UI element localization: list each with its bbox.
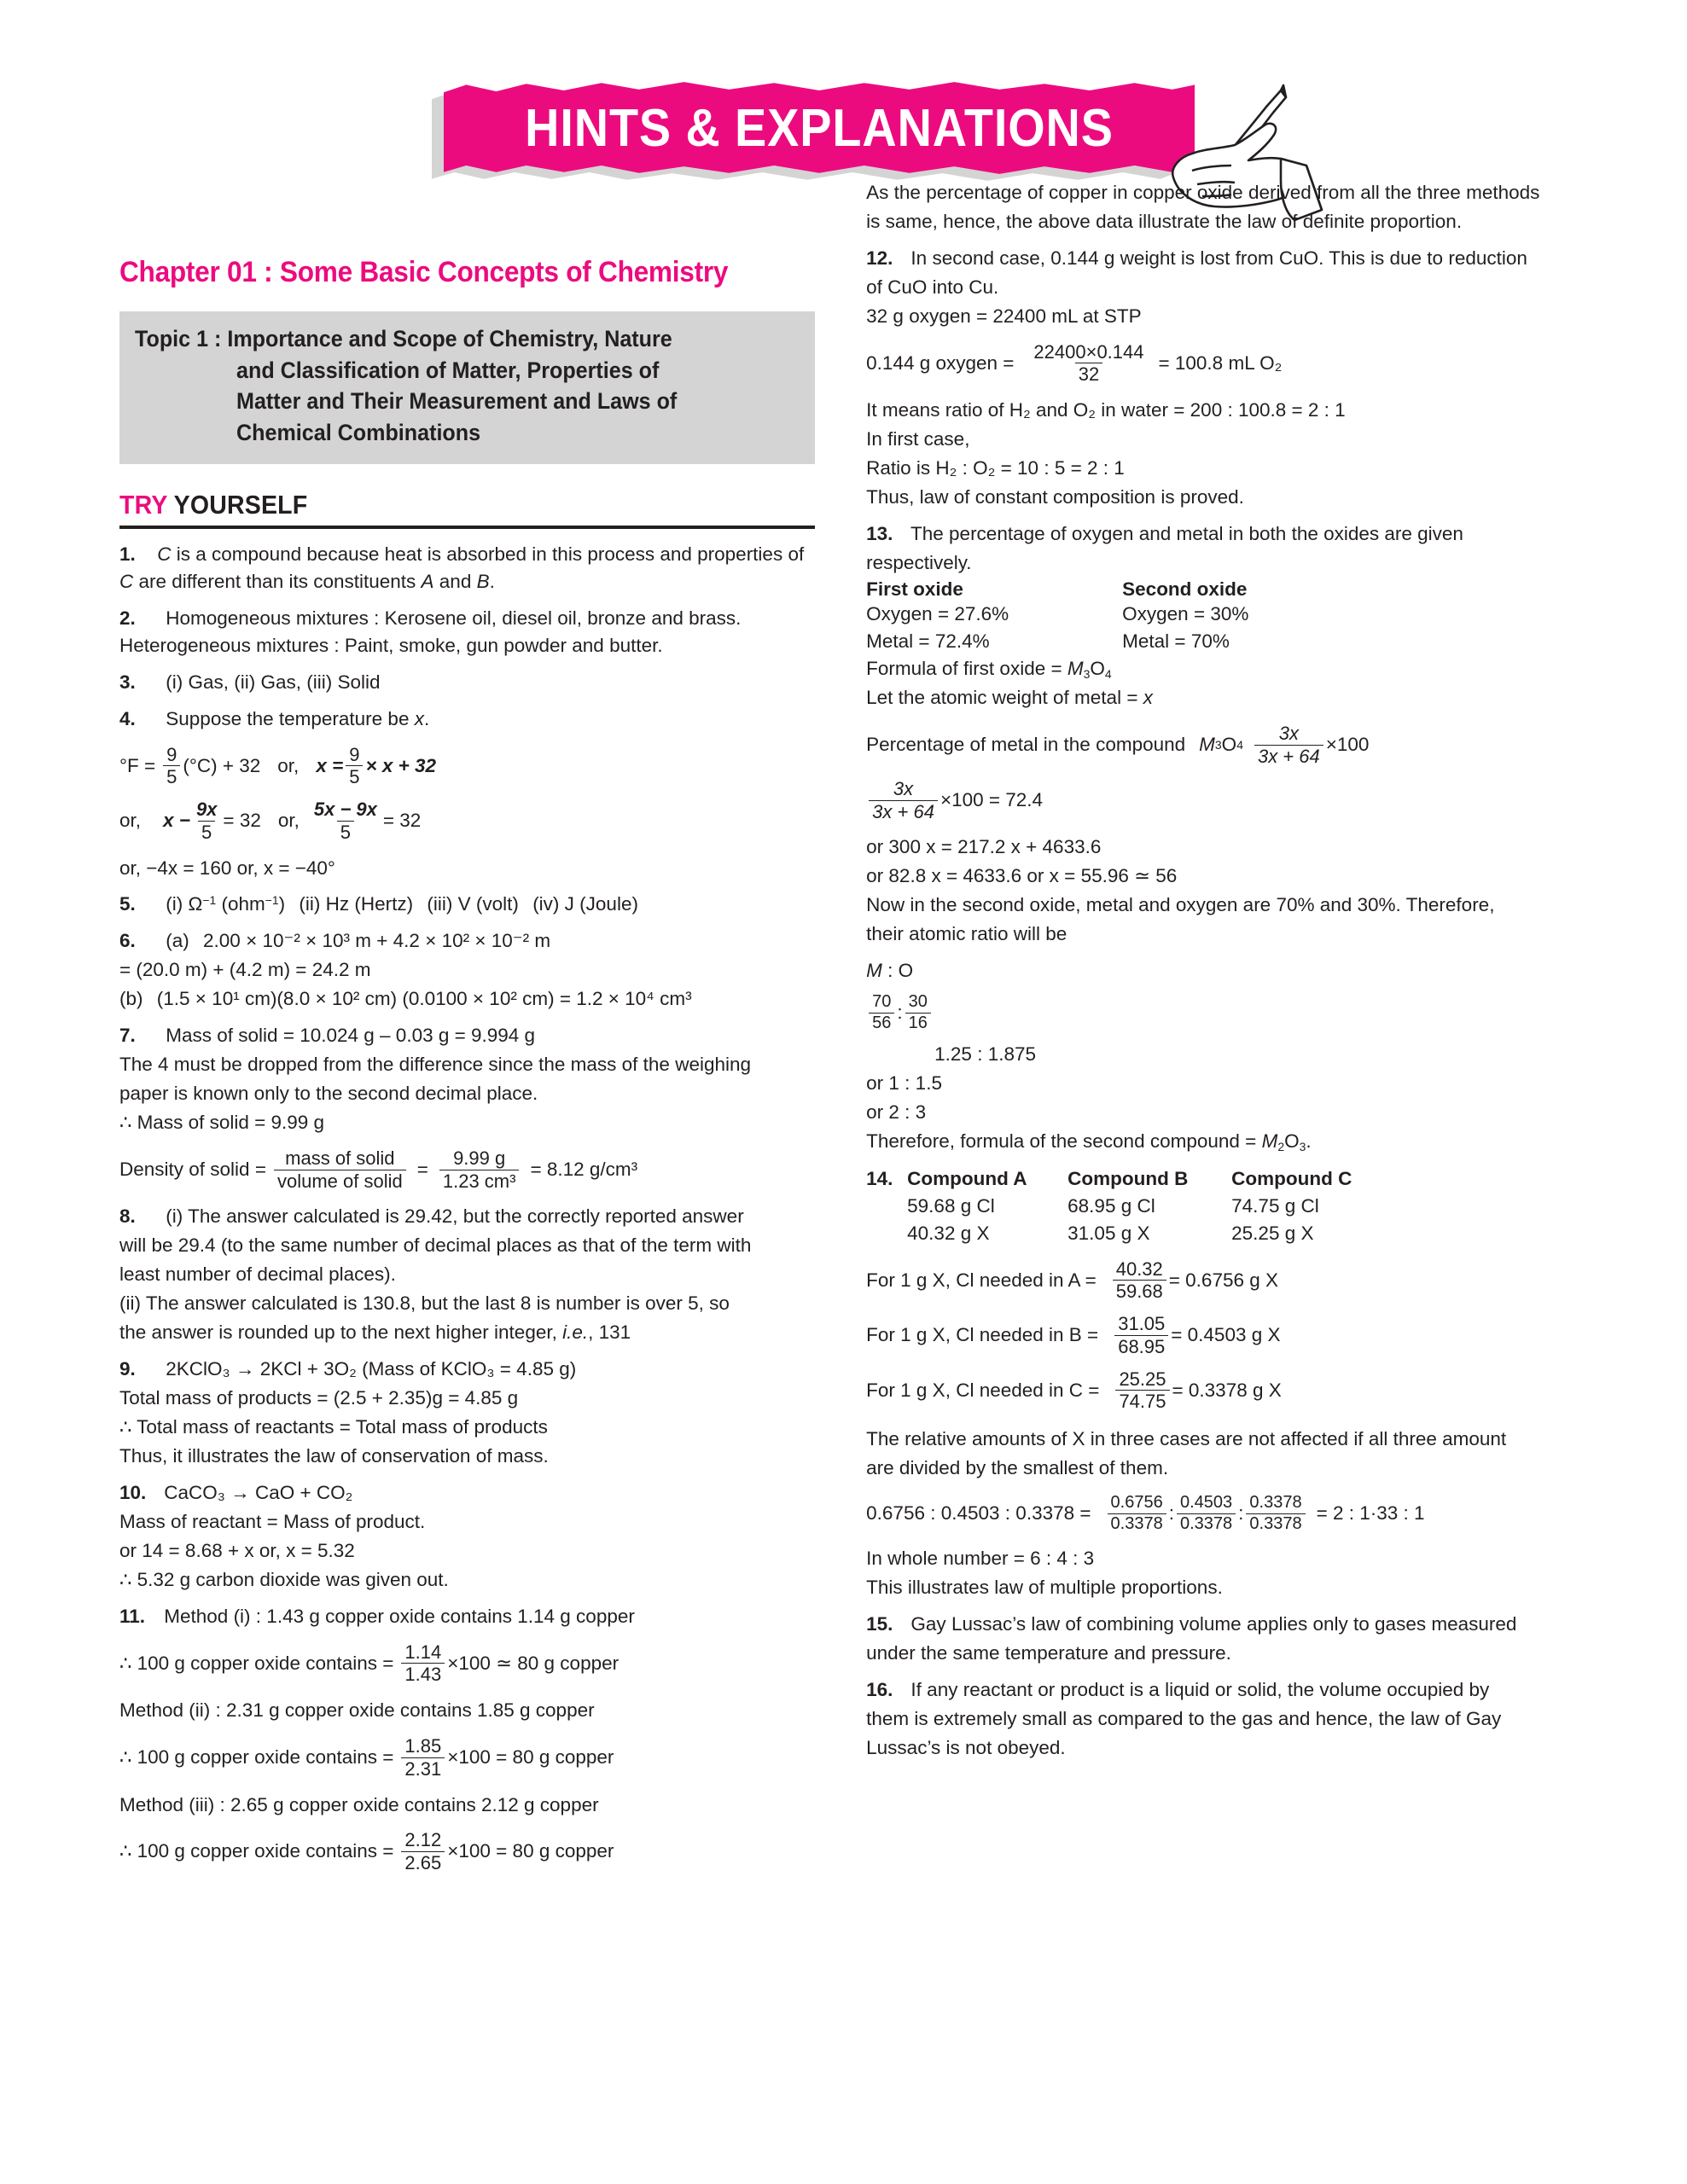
pct-m-sub: 3 bbox=[1214, 737, 1222, 752]
answer-5-i: (i) Ω bbox=[166, 893, 203, 915]
answer-8-ii-line-1: (ii) The answer calculated is 130.8, but the last 8 is number is over 5, so bbox=[119, 1292, 730, 1315]
answer-2-number: 2. bbox=[119, 607, 136, 629]
ratio-f2-den: 16 bbox=[905, 1013, 931, 1033]
eq11-1-num: 1.14 bbox=[404, 1641, 442, 1663]
topic-line-3: Matter and Their Measurement and Laws of bbox=[236, 388, 678, 415]
ratio-eq-f2-den: 0.3378 bbox=[1177, 1513, 1236, 1534]
ratio-fraction-2 bbox=[905, 993, 931, 1032]
answer-2 bbox=[119, 605, 815, 659]
answer-1-text-a: is a compound because heat is absorbed in this process and properties bbox=[171, 543, 783, 565]
answer-8-ii-line-2 bbox=[119, 1319, 815, 1346]
eq4b-fraction-1 bbox=[193, 799, 220, 843]
answer-9-line-4: Thus, it illustrates the law of conservation of mass. bbox=[119, 1444, 549, 1467]
answer-14-eq-c bbox=[866, 1369, 1568, 1413]
second-compound-m-sub: 2 bbox=[1277, 1139, 1285, 1153]
answer-5-ii: (ii) Hz (Hertz) bbox=[299, 893, 414, 915]
hints-explanations-banner bbox=[444, 81, 1195, 175]
compound-b-cl: 68.95 g Cl bbox=[1067, 1194, 1155, 1217]
pct-o: O bbox=[1221, 734, 1237, 756]
second-compound-o-sub: 3 bbox=[1299, 1139, 1306, 1153]
answer-7 bbox=[119, 1022, 815, 1049]
answer-3-number: 3. bbox=[119, 671, 136, 693]
answer-6 bbox=[119, 927, 815, 955]
eq4b-f1-den: 5 bbox=[198, 821, 215, 843]
answer-12-equation bbox=[866, 342, 1568, 386]
pct2-fraction bbox=[869, 779, 938, 822]
ratio-eq-f3-den: 0.3378 bbox=[1246, 1513, 1305, 1534]
formula-first-oxide-o: O bbox=[1090, 657, 1105, 679]
right-column bbox=[866, 179, 1568, 1885]
answer-8-number: 8. bbox=[119, 1205, 136, 1228]
answer-8-i-line-3: least number of decimal places). bbox=[119, 1263, 396, 1286]
answer-8-ii-text-a: the answer is rounded up to the next higher integer, bbox=[119, 1321, 563, 1344]
ratio-eq-f2-num: 0.4503 bbox=[1179, 1492, 1233, 1512]
page-header bbox=[0, 0, 1687, 171]
eq11-3-lhs: ∴ 100 g copper oxide contains = bbox=[119, 1840, 394, 1862]
answer-10-line-3: or 14 = 8.68 + x or, x = 5.32 bbox=[119, 1539, 355, 1561]
answer-11-method-2: Method (ii) : 2.31 g copper oxide contains 1.85 g copper bbox=[119, 1699, 595, 1722]
eq4b-f2-den: 5 bbox=[337, 821, 354, 843]
compound-b-x: 31.05 g X bbox=[1067, 1222, 1150, 1244]
answer-4-equation-2 bbox=[119, 799, 815, 843]
answer-15-line-2: under the same temperature and pressure. bbox=[866, 1641, 1231, 1664]
answer-14-line-3: In whole number = 6 : 4 : 3 bbox=[866, 1548, 1095, 1570]
eq12-num: 22400×0.144 bbox=[1033, 340, 1144, 363]
eq14c-tail: = 0.3378 g X bbox=[1172, 1379, 1282, 1401]
pct2-den: 3x + 64 bbox=[869, 800, 938, 822]
two-column-body bbox=[0, 179, 1687, 1885]
answer-10-number: 10. bbox=[119, 1481, 147, 1503]
try-label: TRY bbox=[119, 489, 168, 520]
answer-8-i-line-1: (i) The answer calculated is 29.42, but the correctly reported answer bbox=[166, 1205, 744, 1228]
second-compound-m: M bbox=[1261, 1130, 1278, 1153]
answer-1-var-b: B bbox=[476, 570, 490, 592]
answer-6-a-result: = (20.0 m) + (4.2 m) = 24.2 m bbox=[119, 959, 371, 981]
answer-12-line-1: In second case, 0.144 g weight is lost from CuO. This is due to reduction bbox=[910, 247, 1527, 269]
eq4b-f1-num: 9x bbox=[195, 799, 218, 820]
answer-11-method-1: Method (i) : 1.43 g copper oxide contains 1.14 g copper bbox=[164, 1605, 635, 1627]
answer-4-equation-3: or, −4x = 160 or, x = −40° bbox=[119, 857, 335, 879]
answer-11-number: 11. bbox=[119, 1605, 146, 1627]
eq14c-lhs: For 1 g X, Cl needed in C = bbox=[866, 1379, 1100, 1401]
answer-5-iii: (iii) V (volt) bbox=[427, 893, 519, 915]
try-yourself-heading bbox=[119, 490, 759, 520]
eq4-tail: × x + 32 bbox=[365, 754, 437, 776]
eq14b-fraction bbox=[1114, 1314, 1168, 1357]
first-oxide-metal: Metal = 72.4% bbox=[866, 630, 990, 652]
answer-7-number: 7. bbox=[119, 1025, 136, 1047]
pct-m: M bbox=[1199, 734, 1215, 756]
density-f1-den: volume of solid bbox=[274, 1170, 406, 1192]
second-compound-end: . bbox=[1306, 1130, 1312, 1153]
answer-13-line-4: their atomic ratio will be bbox=[866, 923, 1067, 945]
answer-5-i2: (ohm bbox=[216, 893, 265, 915]
density-equals: = bbox=[416, 1158, 428, 1180]
density-f2-den: 1.23 cm³ bbox=[439, 1170, 520, 1192]
ratio-eq-fraction-3 bbox=[1246, 1494, 1305, 1533]
second-compound-o: O bbox=[1284, 1130, 1300, 1153]
percentage-metal-equation bbox=[866, 723, 1568, 767]
eq14b-den: 68.95 bbox=[1114, 1335, 1168, 1357]
compound-c-x: 25.25 g X bbox=[1231, 1222, 1314, 1244]
answer-13-or-2: or 82.8 x = 4633.6 or x = 55.96 ≃ 56 bbox=[866, 865, 1178, 887]
answer-7-density-equation bbox=[119, 1148, 815, 1192]
pct-lhs: Percentage of metal in the compound bbox=[866, 734, 1186, 756]
density-result: = 8.12 g/cm³ bbox=[530, 1158, 638, 1180]
answer-15 bbox=[866, 1611, 1568, 1638]
compound-table-row-x bbox=[866, 1220, 1568, 1247]
compound-b-heading: Compound B bbox=[1067, 1167, 1189, 1189]
pct-den: 3x + 64 bbox=[1254, 745, 1323, 767]
left-column bbox=[119, 179, 815, 1885]
ratio-f1-den: 56 bbox=[869, 1013, 894, 1033]
oxide-row-metal bbox=[866, 628, 1568, 655]
answer-5-i2-sup: −1 bbox=[265, 893, 279, 908]
answer-1-number: 1. bbox=[119, 543, 136, 565]
answer-9 bbox=[119, 1356, 815, 1383]
eq4b-or2: or, bbox=[277, 810, 300, 831]
eq12-tail: = 100.8 mL O₂ bbox=[1158, 351, 1283, 374]
compound-c-heading: Compound C bbox=[1231, 1167, 1353, 1189]
pct2-tail: ×100 = 72.4 bbox=[939, 788, 1044, 810]
answer-6-b-label: (b) bbox=[119, 988, 143, 1010]
answer-16-line-1: If any reactant or product is a liquid or solid, the volume occupied by bbox=[910, 1678, 1490, 1700]
pct-fraction bbox=[1254, 723, 1323, 767]
formula-first-oxide-label: Formula of first oxide = bbox=[866, 657, 1067, 679]
atomic-ratio-equation bbox=[866, 993, 1568, 1032]
answer-6-a-line: 2.00 × 10⁻² × 10³ m + 4.2 × 10² × 10⁻² m bbox=[203, 930, 551, 952]
answer-8-ii-text-b: , 131 bbox=[588, 1321, 631, 1344]
answer-7-line-2: The 4 must be dropped from the difference since the mass of the weighing bbox=[119, 1054, 752, 1076]
topic-line-4: Chemical Combinations bbox=[236, 420, 481, 446]
answer-9-line-1: 2KClO₃ → 2KCl + 3O₂ (Mass of KClO₃ = 4.85 g) bbox=[166, 1358, 577, 1380]
answer-14-line-4: This illustrates law of multiple proportions. bbox=[866, 1577, 1223, 1599]
answer-5-i3: ) bbox=[278, 893, 286, 915]
answer-1-text-d: and bbox=[433, 570, 477, 592]
answer-13-number: 13. bbox=[866, 522, 893, 544]
answer-1-var: C bbox=[157, 543, 172, 565]
answer-1-var-c: C bbox=[119, 570, 134, 592]
answer-8-ie: i.e. bbox=[562, 1321, 589, 1344]
answer-9-number: 9. bbox=[119, 1358, 136, 1380]
answer-7-line-3: paper is known only to the second decimal place. bbox=[119, 1083, 538, 1105]
ratio-eq-f3-num: 0.3378 bbox=[1249, 1492, 1302, 1512]
eq14a-fraction bbox=[1113, 1259, 1166, 1303]
ratio-eq-fraction-1 bbox=[1108, 1494, 1166, 1533]
eq4b-or: or, bbox=[119, 810, 142, 831]
density-f2-num: 9.99 g bbox=[453, 1147, 506, 1169]
eq4-f2-num: 9 bbox=[349, 743, 360, 765]
answer-16 bbox=[866, 1676, 1568, 1704]
ratio-eq-f1-den: 0.3378 bbox=[1108, 1513, 1166, 1534]
answer-1-var-a: A bbox=[421, 570, 434, 592]
answer-10-line-1: CaCO₃ → CaO + CO₂ bbox=[164, 1481, 353, 1503]
formula-first-oxide-m: M bbox=[1067, 657, 1084, 679]
eq11-3-num: 2.12 bbox=[404, 1829, 442, 1851]
eq14c-den: 74.75 bbox=[1115, 1390, 1169, 1412]
answer-1-text-c: are different than its constituents bbox=[133, 570, 422, 592]
answer-12-line-7: Thus, law of constant composition is proved. bbox=[866, 486, 1244, 508]
eq14a-den: 59.68 bbox=[1113, 1280, 1166, 1302]
compound-a-cl: 59.68 g Cl bbox=[907, 1194, 995, 1217]
ratio-eq-colon-2: : bbox=[1238, 1502, 1244, 1524]
answer-16-number: 16. bbox=[866, 1678, 893, 1700]
answer-14-number: 14. bbox=[866, 1167, 893, 1189]
eq11-3-tail: ×100 = 80 g copper bbox=[447, 1840, 614, 1862]
eq14a-num: 40.32 bbox=[1115, 1258, 1163, 1280]
answer-1-text-b: of bbox=[788, 543, 805, 565]
compound-a-x: 40.32 g X bbox=[907, 1222, 990, 1244]
answer-10 bbox=[119, 1479, 815, 1507]
eq12-fraction bbox=[1030, 342, 1147, 386]
compound-a-heading: Compound A bbox=[907, 1167, 1027, 1189]
second-oxide-oxygen: Oxygen = 30% bbox=[1122, 602, 1249, 624]
formula-first-oxide bbox=[866, 655, 1568, 683]
eq14b-tail: = 0.4503 g X bbox=[1171, 1324, 1281, 1346]
answer-8-i-line-2: will be 29.4 (to the same number of decimal places as that of the term with bbox=[119, 1234, 752, 1257]
eq4-fraction-2 bbox=[346, 745, 363, 788]
answer-4-equation-1 bbox=[119, 745, 815, 788]
answer-6-number: 6. bbox=[119, 930, 136, 952]
answer-13-or-1: or 300 x = 217.2 x + 4633.6 bbox=[866, 836, 1102, 858]
answer-14-eq-a bbox=[866, 1259, 1568, 1303]
eq4b-eq2: = 32 bbox=[382, 810, 422, 831]
answer-3-body: (i) Gas, (ii) Gas, (iii) Solid bbox=[166, 671, 381, 693]
eq11-1-tail: ×100 ≃ 80 g copper bbox=[447, 1652, 620, 1674]
answer-14-line-2: are divided by the smallest of them. bbox=[866, 1456, 1169, 1478]
atomic-ratio-simplified-2: or 2 : 3 bbox=[866, 1101, 927, 1124]
compound-table-row-cl bbox=[866, 1193, 1568, 1220]
eq11-2-lhs: ∴ 100 g copper oxide contains = bbox=[119, 1746, 394, 1768]
answer-7-line-1: Mass of solid = 10.024 g – 0.03 g = 9.994 g bbox=[166, 1025, 536, 1047]
ratio-f1-num: 70 bbox=[872, 992, 892, 1012]
eq11-2-tail: ×100 = 80 g copper bbox=[447, 1746, 614, 1768]
eq4-f1-den: 5 bbox=[163, 765, 180, 787]
eq11-3-den: 2.65 bbox=[401, 1851, 445, 1873]
answer-15-number: 15. bbox=[866, 1612, 893, 1635]
answer-11-method-3: Method (iii) : 2.65 g copper oxide contains 2.12 g copper bbox=[119, 1793, 599, 1815]
density-fraction-2 bbox=[439, 1148, 520, 1192]
eq11-2-num: 1.85 bbox=[404, 1735, 442, 1757]
eq11-1-den: 1.43 bbox=[401, 1663, 445, 1685]
eq4-f2-den: 5 bbox=[346, 765, 363, 787]
answer-5-i-sup: −1 bbox=[202, 893, 217, 908]
atomic-ratio-simplified-1: or 1 : 1.5 bbox=[866, 1072, 942, 1095]
answer-5-number: 5. bbox=[119, 893, 136, 915]
ratio-f2-num: 30 bbox=[908, 992, 928, 1012]
ratio-colon: : bbox=[897, 1001, 903, 1023]
answer-6-b-line: (1.5 × 10¹ cm)(8.0 × 10² cm) (0.0100 × 10² cm) = 1.2 × 10⁴ cm³ bbox=[156, 988, 692, 1010]
answer-14-eq-b bbox=[866, 1314, 1568, 1357]
chapter-title: Chapter 01 : Some Basic Concepts of Chemistry bbox=[119, 256, 729, 288]
intro-line-2: is same, hence, the above data illustrate the law of definite proportion. bbox=[866, 210, 1463, 232]
banner-title: HINTS & EXPLANATIONS bbox=[525, 98, 1114, 158]
compound-table-header bbox=[866, 1165, 1568, 1193]
answer-2-line-1: Homogeneous mixtures : Kerosene oil, diesel oil, bronze and brass. bbox=[166, 607, 742, 629]
second-oxide-heading: Second oxide bbox=[1122, 578, 1248, 600]
answer-12-line-6: Ratio is H₂ : O₂ = 10 : 5 = 2 : 1 bbox=[866, 457, 1125, 479]
eq4b-x: x − bbox=[163, 810, 190, 831]
answer-13-line-3: Now in the second oxide, metal and oxygen are 70% and 30%. Therefore, bbox=[866, 894, 1495, 916]
second-oxide-metal: Metal = 70% bbox=[1122, 630, 1230, 652]
yourself-label: YOURSELF bbox=[173, 489, 308, 520]
percentage-metal-equation-2 bbox=[866, 779, 1568, 822]
let-atomic-weight: Let the atomic weight of metal = x bbox=[866, 687, 1153, 709]
ratio-eq-fraction-2 bbox=[1177, 1494, 1236, 1533]
answer-10-line-4: ∴ 5.32 g carbon dioxide was given out. bbox=[119, 1568, 449, 1590]
answer-4: 4. Suppose the temperature be x. bbox=[119, 706, 815, 733]
eq11-1-fraction bbox=[401, 1642, 445, 1686]
answer-12-line-4: It means ratio of H₂ and O₂ in water = 200 : 100.8 = 2 : 1 bbox=[866, 399, 1346, 421]
topic-line-2: and Classification of Matter, Properties of bbox=[236, 357, 660, 383]
eq14b-num: 31.05 bbox=[1118, 1313, 1166, 1335]
ratio-eq-colon-1: : bbox=[1168, 1502, 1174, 1524]
eq11-1-lhs: ∴ 100 g copper oxide contains = bbox=[119, 1652, 394, 1674]
answer-16-line-3: Lussac’s is not obeyed. bbox=[866, 1736, 1066, 1758]
second-compound-conclusion bbox=[866, 1128, 1568, 1156]
density-fraction-1 bbox=[274, 1148, 406, 1192]
atomic-ratio-decimal: 1.25 : 1.875 bbox=[934, 1043, 1037, 1066]
second-compound-label: Therefore, formula of the second compound = bbox=[866, 1130, 1262, 1153]
formula-first-oxide-o-sub: 4 bbox=[1104, 666, 1112, 681]
pct-tail: ×100 bbox=[1325, 734, 1370, 756]
answer-5-iv: (iv) J (Joule) bbox=[532, 893, 638, 915]
answer-7-line-4: ∴ Mass of solid = 9.99 g bbox=[119, 1112, 325, 1133]
answer-4-number: 4. bbox=[119, 707, 136, 729]
answer-11 bbox=[119, 1603, 815, 1630]
pct-o-sub: 4 bbox=[1236, 737, 1243, 752]
ratio-eq-lhs: 0.6756 : 0.4503 : 0.3378 = bbox=[866, 1502, 1091, 1524]
answer-3 bbox=[119, 669, 815, 696]
answer-14-ratio-equation bbox=[866, 1494, 1568, 1533]
answer-5 bbox=[119, 891, 815, 918]
density-f1-num: mass of solid bbox=[285, 1147, 395, 1169]
ratio-eq-f1-num: 0.6756 bbox=[1110, 1492, 1163, 1512]
formula-first-oxide-m-sub: 3 bbox=[1083, 666, 1091, 681]
first-oxide-oxygen: Oxygen = 27.6% bbox=[866, 602, 1009, 624]
eq14c-num: 25.25 bbox=[1119, 1368, 1166, 1390]
topic-box bbox=[119, 311, 815, 464]
eq4b-f2-num: 5x − 9x bbox=[313, 799, 377, 820]
answer-1 bbox=[119, 541, 815, 595]
eq12-den: 32 bbox=[1075, 363, 1102, 385]
answer-8 bbox=[119, 1203, 815, 1230]
ratio-eq-tail: = 2 : 1·33 : 1 bbox=[1316, 1502, 1425, 1524]
eq11-3-fraction bbox=[401, 1830, 445, 1873]
oxide-comparison-heads bbox=[866, 578, 1568, 601]
answer-12-line-5: In first case, bbox=[866, 428, 970, 450]
atomic-ratio-header: M : O bbox=[866, 960, 914, 982]
answer-6-a-label: (a) bbox=[166, 930, 189, 952]
answer-9-line-3: ∴ Total mass of reactants = Total mass of products bbox=[119, 1416, 548, 1438]
eq4-f1-num: 9 bbox=[166, 743, 177, 765]
intro-line-1: As the percentage of copper in copper oxide derived from all the three methods bbox=[866, 182, 1540, 203]
oxide-row-oxygen bbox=[866, 601, 1568, 628]
answer-13-line-1: The percentage of oxygen and metal in both the oxides are given bbox=[910, 522, 1463, 544]
eq4-lhs: °F = bbox=[119, 754, 156, 776]
density-lhs: Density of solid = bbox=[119, 1158, 266, 1180]
answer-12 bbox=[866, 245, 1568, 272]
answer-13-line-2: respectively. bbox=[866, 551, 972, 573]
answer-13 bbox=[866, 520, 1568, 548]
eq11-2-den: 2.31 bbox=[401, 1757, 445, 1780]
answer-12-line-2: of CuO into Cu. bbox=[866, 276, 999, 298]
eq11-2-fraction bbox=[401, 1736, 445, 1780]
answer-11-eq-3 bbox=[119, 1830, 815, 1873]
answer-14-line-1: The relative amounts of X in three cases are not affected if all three amount bbox=[866, 1428, 1507, 1450]
answer-15-line-1: Gay Lussac’s law of combining volume applies only to gases measured bbox=[910, 1612, 1517, 1635]
answer-10-line-2: Mass of reactant = Mass of product. bbox=[119, 1510, 426, 1532]
eq14a-tail: = 0.6756 g X bbox=[1168, 1269, 1279, 1291]
answer-12-line-3: 32 g oxygen = 22400 mL at STP bbox=[866, 305, 1142, 327]
eq4-fraction-1 bbox=[163, 745, 180, 788]
eq14a-lhs: For 1 g X, Cl needed in A = bbox=[866, 1269, 1097, 1291]
heading-rule bbox=[119, 526, 815, 529]
answer-11-eq-1 bbox=[119, 1642, 815, 1686]
topic-line-1: Topic 1 : Importance and Scope of Chemistry, Nature bbox=[135, 326, 672, 351]
eq4b-eq: = 32 bbox=[223, 810, 261, 831]
pct2-num: 3x bbox=[893, 777, 914, 799]
eq4-x: x = bbox=[316, 754, 344, 776]
eq12-lhs: 0.144 g oxygen = bbox=[866, 351, 1015, 374]
pct-num: 3x bbox=[1278, 723, 1299, 745]
eq14c-fraction bbox=[1115, 1369, 1169, 1413]
answer-1-text-e: . bbox=[489, 570, 495, 592]
answer-6-b bbox=[119, 985, 815, 1013]
eq14b-lhs: For 1 g X, Cl needed in B = bbox=[866, 1324, 1099, 1346]
eq4-rest: (°C) + 32 bbox=[183, 754, 261, 776]
ratio-fraction-1 bbox=[869, 993, 894, 1032]
eq4b-fraction-2 bbox=[311, 799, 381, 843]
answer-16-line-2: them is extremely small as compared to the gas and hence, the law of Gay bbox=[866, 1707, 1502, 1729]
first-oxide-heading: First oxide bbox=[866, 578, 963, 600]
answer-12-number: 12. bbox=[866, 247, 893, 269]
compound-c-cl: 74.75 g Cl bbox=[1231, 1194, 1319, 1217]
answer-2-line-2: Heterogeneous mixtures : Paint, smoke, gun powder and butter. bbox=[119, 634, 663, 656]
eq4-or: or, bbox=[277, 754, 300, 776]
answer-9-line-2: Total mass of products = (2.5 + 2.35)g = 4.85 g bbox=[119, 1387, 519, 1409]
answer-11-eq-2 bbox=[119, 1736, 815, 1780]
